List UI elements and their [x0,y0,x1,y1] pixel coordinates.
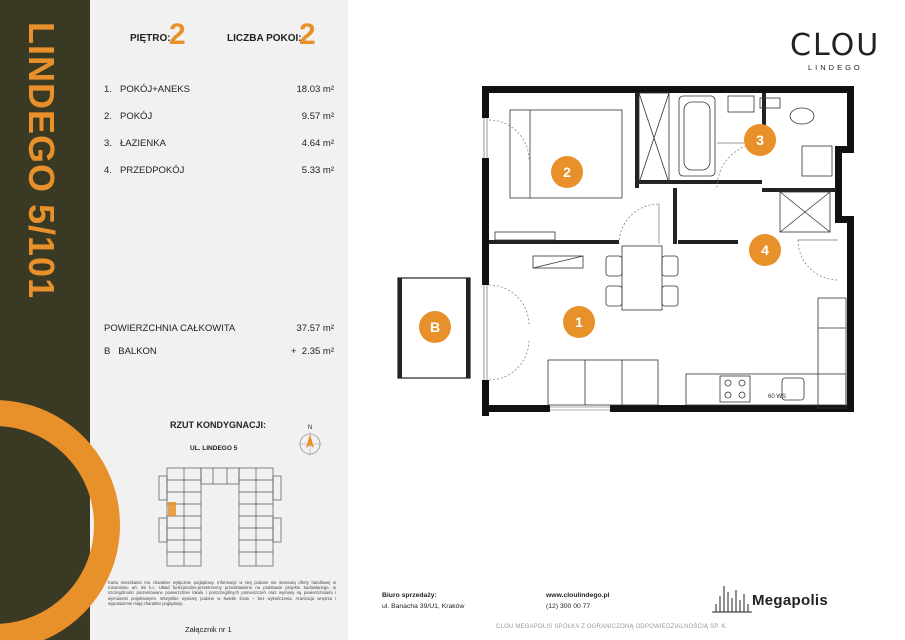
compass-north-label: N [307,425,313,431]
balcony-marker [419,311,451,343]
side-strip [0,0,90,640]
room-name: ŁAZIENKA [120,138,166,149]
street-label: UL. LINDEGO 5 [190,445,238,452]
room-row [104,165,334,179]
room-row [104,138,334,152]
room-area: 5.33 m² [301,165,334,176]
megapolis-logo: Megapolis [752,592,829,609]
room-area: 4.64 m² [301,138,334,149]
phone-number: (12) 300 00 77 [546,603,591,610]
room-name: POKÓJ+ANEKS [120,84,190,95]
clou-logo: CLOU [790,28,881,63]
room-row [104,111,334,125]
company-name: CLOU MEGAPOLIS SPÓŁKA Z OGRANICZONĄ ODPOWIEDZIALNOŚCIĄ SP. K. [496,624,728,630]
sales-office-address: ul. Banacha 39/U1, Kraków [382,603,465,610]
floor-label: PIĘTRO: [130,33,171,44]
website-link[interactable]: www.cloulindego.pl [546,592,610,599]
room-marker [563,306,595,338]
total-area-label: POWIERZCHNIA CAŁKOWITA [104,323,236,334]
balcony-label: B BALKON [104,346,157,357]
disclaimer-text: Karta mieszkania ma charakter wyłącznie poglądowy. Informacje w niej podane nie stanowią oferty handlowej w rozumieniu art. 66 k.c. Układ funkcjonalno-przestrzenny przedstawiono na podstawie projektu budowlanego, w szczególności prezentowane powierzchnie lokalu i poszczególnych pomieszczeń oraz wymiary są powierzchniami i wymiarami projektowymi. Wszystkie wymiary podane w świetle ścian – bez wykończenia. Aranżacja wnętrza i wyposażenie mają charakter poglądowy. [108,580,336,606]
svg-text:B: B [429,319,441,335]
sales-office-label: Biuro sprzedaży: [382,592,437,599]
svg-text:3: 3 [756,132,764,148]
floor-value: 2 [169,18,186,51]
rooms-count-value: 2 [299,18,316,51]
room-area: 18.03 m² [296,84,334,95]
plan-annotation: 60 WS [768,394,787,400]
info-panel [90,0,348,640]
apartment-title-text: LINDEGO 5/101 [21,22,62,300]
room-number: 4. [104,165,112,176]
balcony-value: + 2.35 m² [290,346,334,357]
room-number: 1. [104,84,112,95]
room-number: 2. [104,111,112,122]
building-minimap [155,462,285,572]
room-marker [551,156,583,188]
svg-text:4: 4 [761,242,769,258]
apartment-floorplan [390,80,870,420]
room-marker [744,124,776,156]
total-area-value: 37.57 m² [296,323,334,334]
compass-icon [295,422,325,460]
room-number: 3. [104,138,112,149]
room-name: PRZEDPOKÓJ [120,165,185,176]
apartment-title [21,22,62,300]
rooms-count-label: LICZBA POKOI: [227,33,302,44]
megapolis-skyline-icon [712,582,752,614]
annex-label: Załącznik nr 1 [185,625,232,634]
svg-text:1: 1 [575,314,583,330]
clou-logo-sub: LINDEGO [808,63,863,72]
room-marker [749,234,781,266]
room-name: POKÓJ [120,111,153,122]
svg-text:2: 2 [563,164,571,180]
room-row [104,84,334,98]
decorative-arc [0,400,90,640]
room-area: 9.57 m² [301,111,334,122]
floor-key-label: RZUT KONDYGNACJI: [170,420,266,430]
